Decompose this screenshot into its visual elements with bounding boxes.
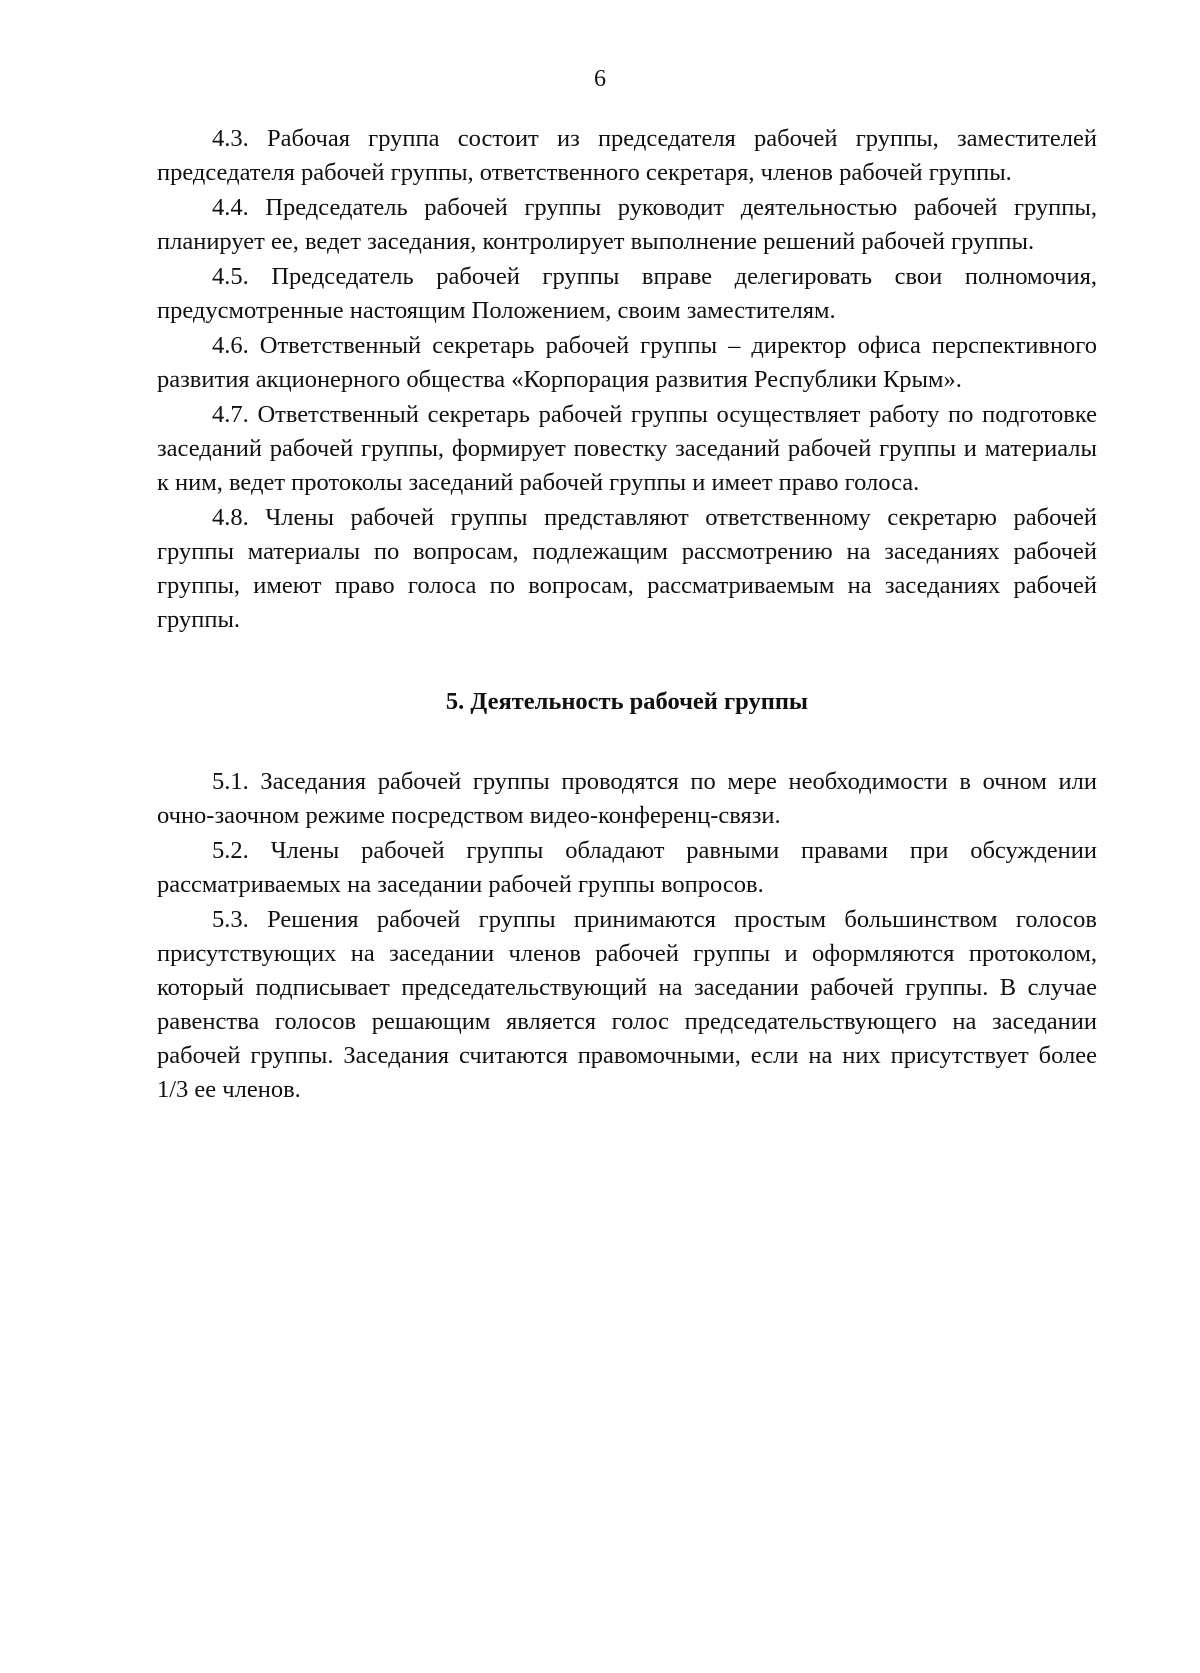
- paragraph-5-1: 5.1. Заседания рабочей группы проводятся по мере необходимости в очном или очно-заочном режиме посредством видео-конференц-связи.: [157, 768, 1097, 829]
- paragraph-5-3: 5.3. Решения рабочей группы принимаются простым большинством голосов присутствующих на заседании членов рабочей группы и оформляются протоколом, который подписывает председательствующий на заседании рабочей группы. В случае равенства голосов решающим является голос председательствующего на заседании рабочей группы. Заседания считаются правомочными, если на них присутствует более 1/3 ее членов.: [157, 906, 1097, 1103]
- paragraph-4-8: 4.8. Члены рабочей группы представляют ответственному секретарю рабочей группы материалы по вопросам, подлежащим рассмотрению на заседаниях рабочей группы, имеют право голоса по вопросам, рассматриваемым на заседаниях рабочей группы.: [157, 504, 1097, 633]
- paragraph-5-2: 5.2. Члены рабочей группы обладают равными правами при обсуждении рассматриваемых на заседании рабочей группы вопросов.: [157, 837, 1097, 898]
- section-5-heading: 5. Деятельность рабочей группы: [445, 688, 809, 715]
- document-body: [157, 122, 1097, 1108]
- page-number: 6: [594, 66, 606, 92]
- paragraph-4-5: 4.5. Председатель рабочей группы вправе делегировать свои полномочия, предусмотренные настоящим Положением, своим заместителям.: [157, 263, 1097, 324]
- paragraph-4-6: 4.6. Ответственный секретарь рабочей группы – директор офиса перспективного развития акционерного общества «Корпорация развития Республики Крым».: [157, 332, 1097, 393]
- paragraph-4-7: 4.7. Ответственный секретарь рабочей группы осуществляет работу по подготовке заседаний рабочей группы, формирует повестку заседаний рабочей группы и материалы к ним, ведет протоколы заседаний рабочей группы и имеет право голоса.: [157, 401, 1097, 496]
- paragraph-4-4: 4.4. Председатель рабочей группы руководит деятельностью рабочей группы, планирует ее, ведет заседания, контролирует выполнение решений рабочей группы.: [157, 194, 1097, 255]
- paragraph-4-3: 4.3. Рабочая группа состоит из председателя рабочей группы, заместителей председателя рабочей группы, ответственного секретаря, членов рабочей группы.: [157, 125, 1097, 186]
